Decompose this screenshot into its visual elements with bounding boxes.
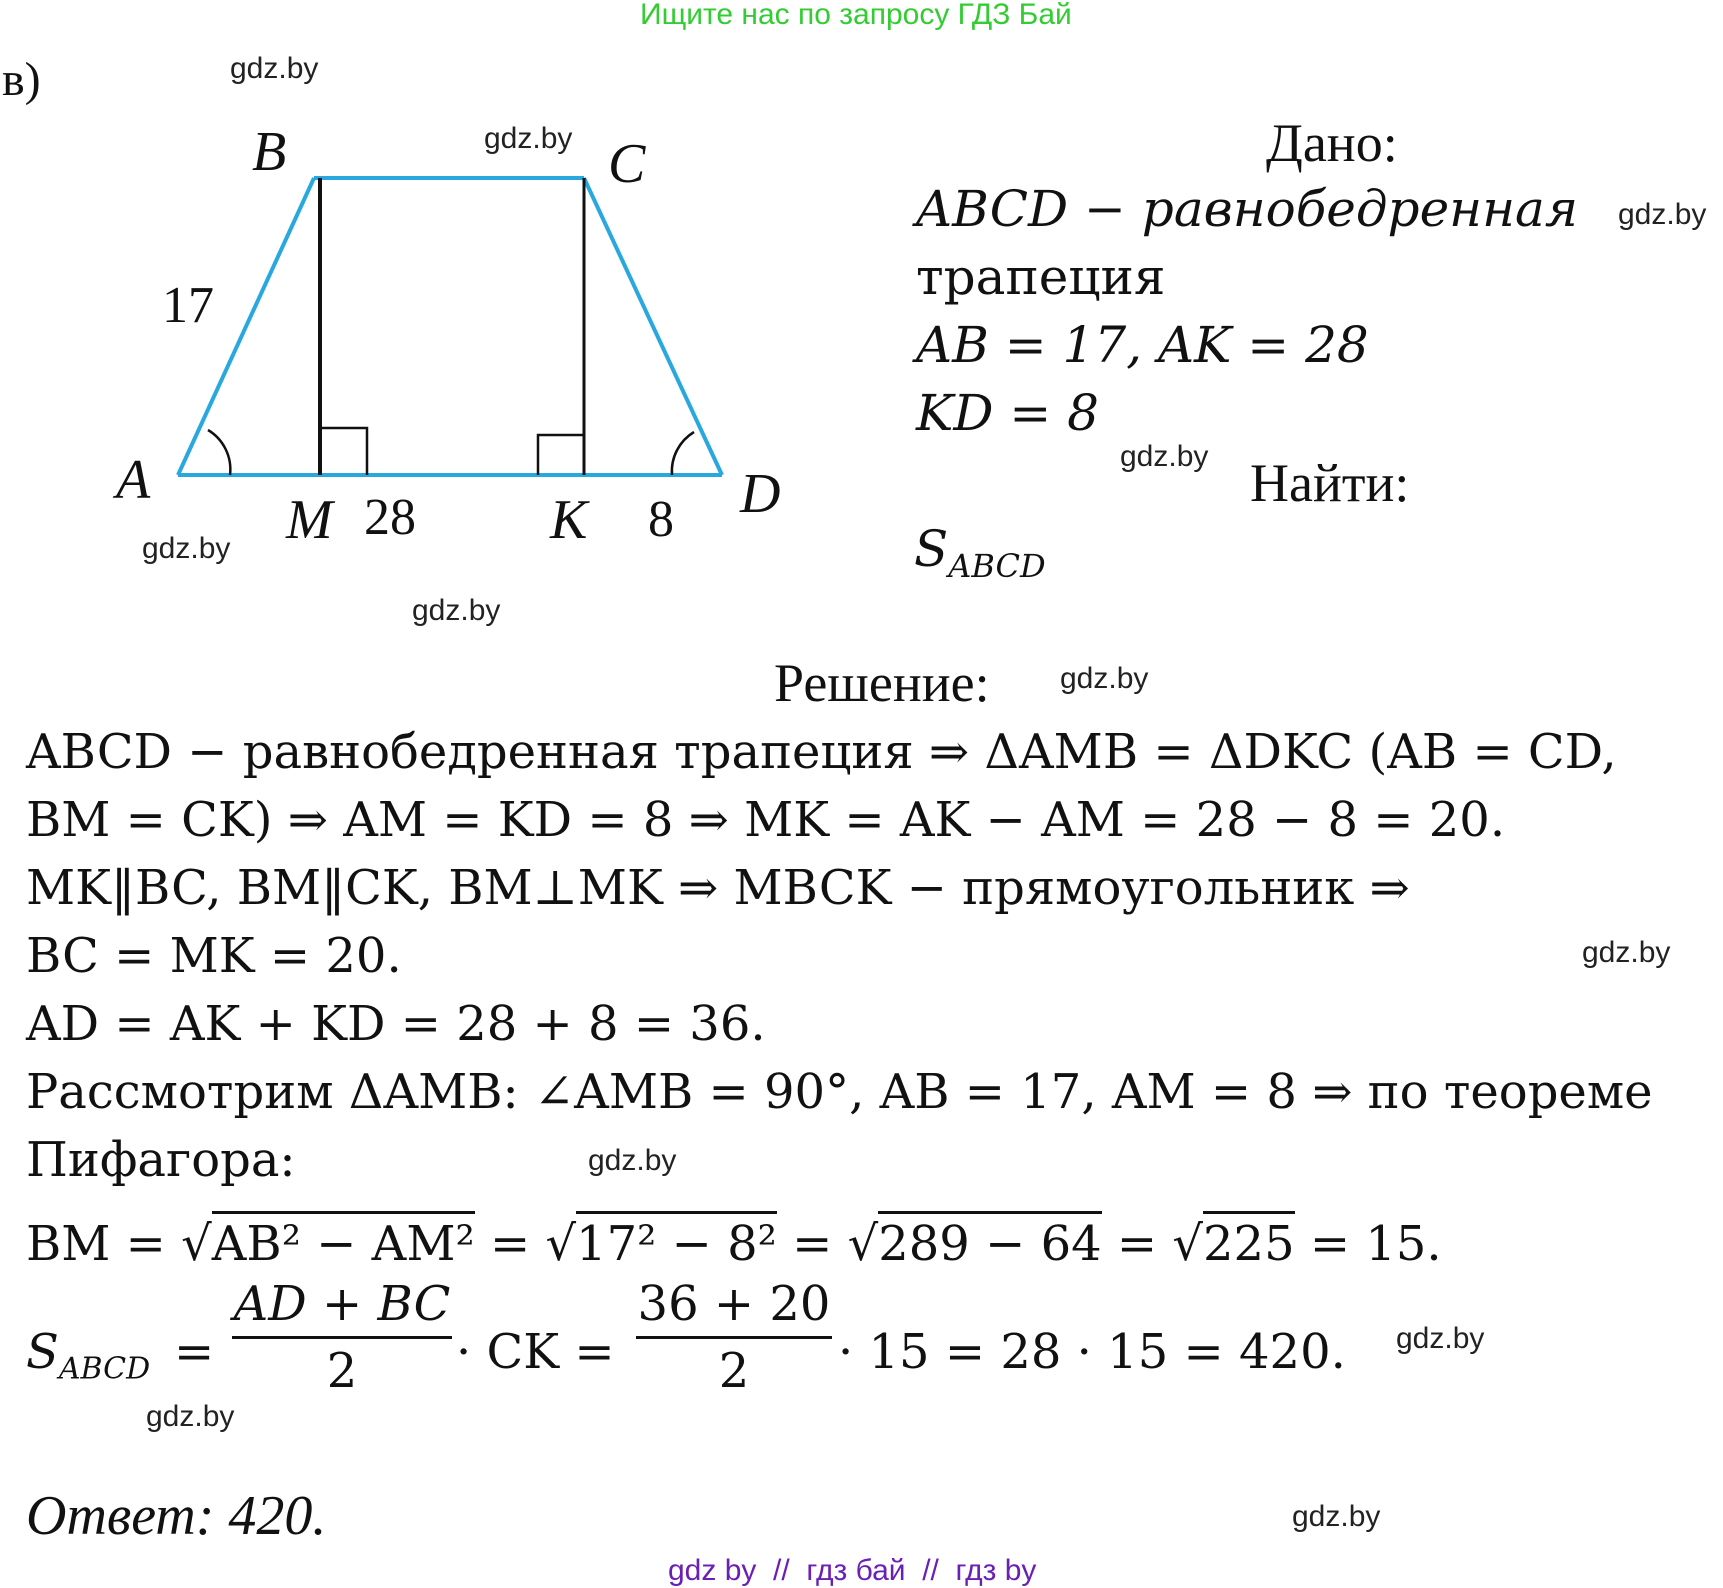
watermark: gdz.by [1396,1322,1485,1355]
point-label-k: K [550,489,588,551]
area-lhs-sub: ABCD [58,1351,151,1387]
bm-result: = 15. [1294,1216,1442,1272]
find-target-main: S [914,520,949,578]
side-ab-length: 17 [162,277,214,334]
radicand-4: 225 [1203,1211,1295,1272]
watermark: gdz.by [146,1400,235,1433]
watermark: gdz.by [142,532,231,565]
find-target-sub: ABCD [948,547,1046,585]
sqrt-1: √AB² − AM² [181,1216,475,1272]
radicand-1: AB² − AM² [212,1211,475,1272]
fraction-ad-bc [232,1276,452,1399]
given-line: трапеция [916,248,1166,306]
given-line: ABCD − равнобедренная [916,180,1578,238]
solution-line: BC = MK = 20. [26,928,402,984]
bm-lhs: BM = [26,1216,182,1272]
vertex-label-b: B [252,121,287,183]
solution-line: MK‖BC, BM‖CK, BM⊥MK ⇒ MBCK − прямоугольник ⇒ [26,860,1410,916]
fraction-denominator: 2 [718,1343,750,1399]
given-heading: Дано: [1266,113,1398,173]
watermark: gdz.by [1582,936,1671,969]
solution-line: AD = AK + KD = 28 + 8 = 36. [26,996,766,1052]
watermark: gdz.by [230,52,319,85]
vertex-label-d: D [740,463,781,525]
fraction-bar [232,1336,452,1339]
fraction-denominator: 2 [326,1343,358,1399]
solution-heading: Решение: [774,653,990,713]
sqrt-4: √225 [1172,1216,1294,1272]
area-lhs [26,1324,150,1387]
fraction-36-20 [636,1276,832,1399]
fraction-numerator: 36 + 20 [637,1276,831,1332]
sqrt-3: √289 − 64 [848,1216,1102,1272]
segment-ak-length: 28 [364,489,416,546]
right-angle-m [320,428,367,475]
sqrt-2: √17² − 8² [545,1216,776,1272]
radicand-3: 289 − 64 [878,1211,1101,1272]
vertex-label-a: A [116,449,151,511]
watermark: gdz.by [588,1144,677,1177]
angle-arc-d [672,432,694,475]
answer: Ответ: 420. [26,1485,327,1547]
solution-line: BM = CK) ⇒ AM = KD = 8 ⇒ MK = AK − AM = 28 − 8 = 20. [26,792,1506,848]
bm-formula [26,1216,1442,1272]
given-line: KD = 8 [916,384,1099,442]
watermark: gdz.by [1618,198,1707,231]
angle-arc-a [208,430,230,475]
solution-line: Пифагора: [26,1132,296,1188]
watermark: gdz.by [484,122,573,155]
solution-line: Рассмотрим ΔAMB: ∠AMB = 90°, AB = 17, AM = 8 ⇒ по теореме [26,1064,1653,1120]
area-middle: · CK = [456,1324,615,1380]
vertex-label-c: C [608,133,646,195]
footer-links: gdz by // гдз бай // гдз by [668,1554,1037,1587]
find-target [914,520,1046,585]
watermark: gdz.by [412,594,501,627]
given-line: AB = 17, AK = 28 [916,316,1369,374]
part-label: в) [2,53,41,106]
fraction-bar [636,1336,832,1339]
watermark: gdz.by [1060,662,1149,695]
right-angle-k [538,435,584,475]
watermark: gdz.by [1120,440,1209,473]
area-tail: · 15 = 28 · 15 = 420. [838,1324,1346,1380]
side-cd [584,178,722,475]
top-banner: Ищите нас по запросу ГДЗ Бай [640,0,1072,31]
area-equals: = [174,1324,215,1380]
area-lhs-main: S [26,1324,59,1380]
equals: = [474,1216,546,1272]
equals: = [776,1216,848,1272]
equals: = [1101,1216,1173,1272]
radicand-2: 17² − 8² [576,1211,777,1272]
find-heading: Найти: [1250,453,1410,513]
watermark: gdz.by [1292,1500,1381,1533]
solution-line: ABCD − равнобедренная трапеция ⇒ ΔAMB = ΔDKC (AB = CD, [26,724,1617,780]
fraction-numerator: AD + BC [233,1276,451,1332]
segment-kd-length: 8 [648,491,674,548]
point-label-m: M [286,489,333,551]
